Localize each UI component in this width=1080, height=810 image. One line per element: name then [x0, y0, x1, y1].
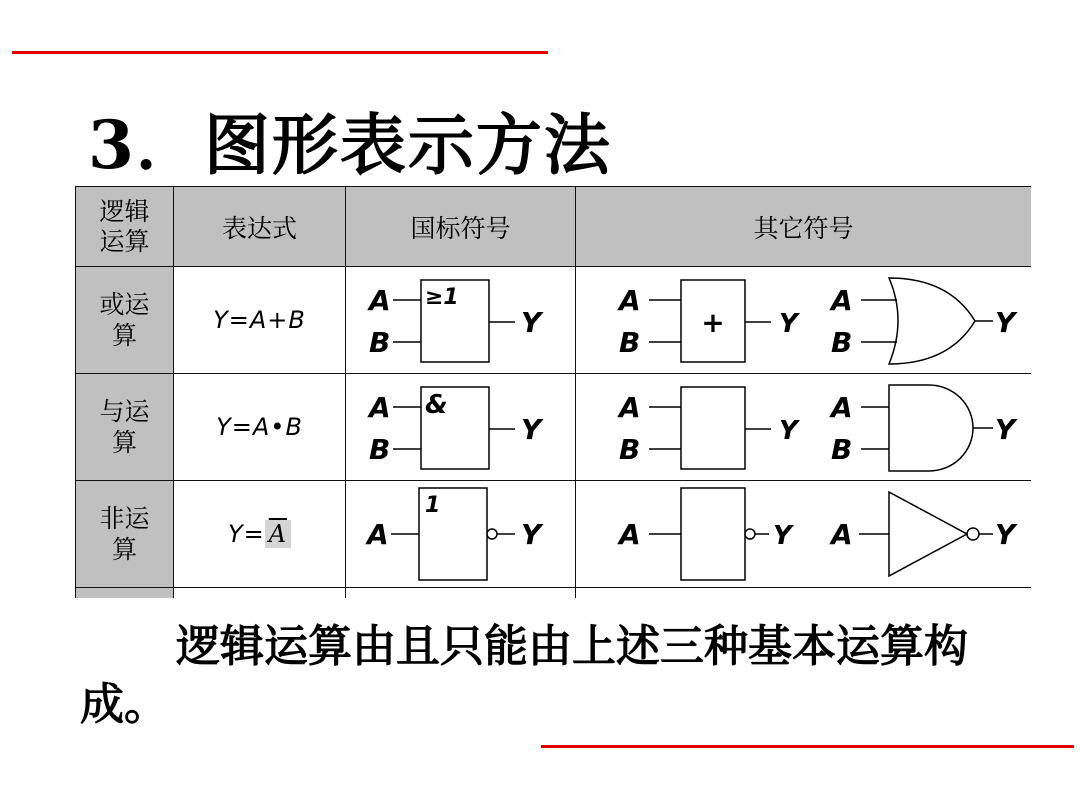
or-plus-marker: +: [700, 306, 725, 339]
table-row: [76, 267, 1032, 374]
table-row: [76, 374, 1032, 481]
svg-text:Y: Y: [520, 413, 541, 446]
svg-text:A: A: [618, 284, 641, 317]
output-y-label: Y: [520, 306, 541, 339]
svg-text:B: B: [830, 433, 852, 466]
gate-marker: &: [424, 390, 448, 420]
svg-text:Y: Y: [994, 518, 1015, 551]
svg-text:A: A: [830, 391, 853, 424]
other-symbols-cell: [576, 374, 1032, 481]
svg-text:A: A: [830, 518, 853, 551]
svg-text:A: A: [368, 391, 391, 424]
svg-text:A: A: [366, 518, 389, 551]
svg-text:Y: Y: [778, 416, 798, 446]
gb-symbol-cell: [346, 267, 576, 374]
svg-text:A: A: [618, 391, 641, 424]
other-symbols-cell: [576, 267, 1032, 374]
header-other-symbols: 其它符号: [576, 187, 1032, 267]
op-cell: 非运算: [76, 481, 174, 588]
gate-marker: ≥1: [424, 285, 459, 310]
gb-symbol-cell: [346, 481, 576, 588]
header-gb-symbol: 国标符号: [346, 187, 576, 267]
table-row-cut-off: [76, 588, 1032, 599]
svg-text:Y: Y: [994, 413, 1015, 446]
op-cell: 与运算: [76, 374, 174, 481]
expression-cell: Y=A+B: [174, 267, 346, 374]
svg-text:A: A: [618, 518, 641, 551]
input-b-label: B: [368, 326, 390, 359]
logic-operations-table: [75, 186, 1031, 598]
or-gate-gb-symbol: [361, 272, 561, 368]
header-logic-op: 逻辑运算: [76, 187, 174, 267]
table-row: [76, 481, 1032, 588]
svg-text:Y: Y: [520, 518, 541, 551]
header-expression: 表达式: [174, 187, 346, 267]
svg-text:Y: Y: [772, 521, 792, 551]
gb-symbol-cell: [346, 374, 576, 481]
expression-cell: Y=A•B: [174, 374, 346, 481]
svg-text:A: A: [830, 284, 853, 317]
top-red-rule: [12, 51, 548, 54]
and-gate-other-symbols: [589, 379, 1019, 475]
bottom-red-rule: [541, 745, 1074, 748]
svg-text:Y: Y: [778, 309, 798, 339]
svg-text:B: B: [368, 433, 390, 466]
caption-text: 逻辑运算由且只能由上述三种基本运算构成。: [80, 621, 968, 730]
svg-text:B: B: [618, 326, 640, 359]
svg-text:B: B: [618, 433, 640, 466]
op-cell: 或运算: [76, 267, 174, 374]
svg-text:Y: Y: [994, 306, 1015, 339]
a-bar: $\overline{A}$: [265, 520, 291, 548]
or-gate-other-symbols: [589, 272, 1019, 368]
svg-text:B: B: [830, 326, 852, 359]
expression-cell: $Y= \overline{A}$: [174, 481, 346, 588]
gate-marker: 1: [424, 493, 440, 518]
other-symbols-cell: [576, 481, 1032, 588]
not-gate-other-symbols: [589, 484, 1019, 584]
slide-title: 3．图形表示方法: [88, 106, 612, 184]
input-a-label: A: [368, 284, 391, 317]
and-gate-gb-symbol: [361, 379, 561, 475]
not-gate-gb-symbol: [361, 484, 561, 584]
